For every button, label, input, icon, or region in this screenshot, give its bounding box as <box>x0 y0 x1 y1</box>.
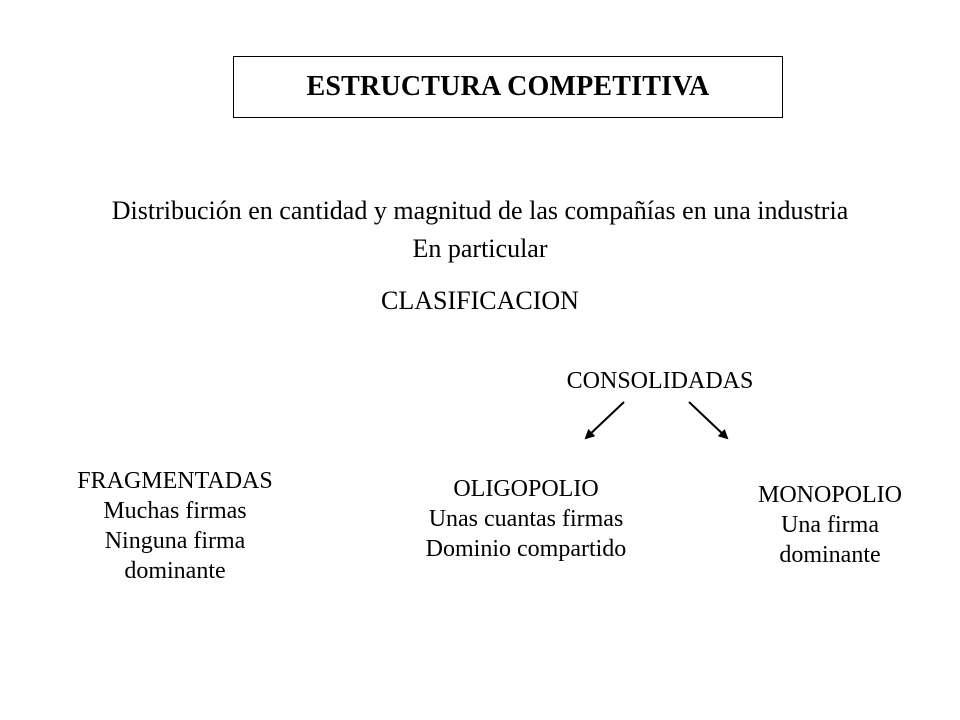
arrow-to-oligopoly <box>586 402 624 438</box>
monopoly-line-2: dominante <box>779 542 881 568</box>
oligopoly-block <box>376 474 676 564</box>
monopoly-block <box>700 480 960 570</box>
fragmented-line-1: Muchas firmas <box>103 498 247 524</box>
arrow-to-monopoly <box>689 402 727 438</box>
consolidated-label: CONSOLIDADAS <box>566 368 754 394</box>
oligopoly-line-1: Unas cuantas firmas <box>428 506 624 532</box>
monopoly-heading: MONOPOLIO <box>758 482 902 508</box>
definition-line-2: En particular <box>412 234 548 263</box>
fragmented-line-3: dominante <box>124 558 226 584</box>
fragmented-heading: FRAGMENTADAS <box>77 468 273 494</box>
monopoly-line-1: Una firma <box>781 512 879 538</box>
oligopoly-line-2: Dominio compartido <box>425 536 627 562</box>
page-title: ESTRUCTURA COMPETITIVA <box>306 71 710 102</box>
definition-line-1: Distribución en cantidad y magnitud de las compañías en una industria <box>111 196 849 225</box>
classification-label: CLASIFICACION <box>381 286 579 315</box>
oligopoly-heading: OLIGOPOLIO <box>453 476 599 502</box>
fragmented-line-2: Ninguna firma <box>104 528 246 554</box>
fragmented-block <box>30 466 320 586</box>
